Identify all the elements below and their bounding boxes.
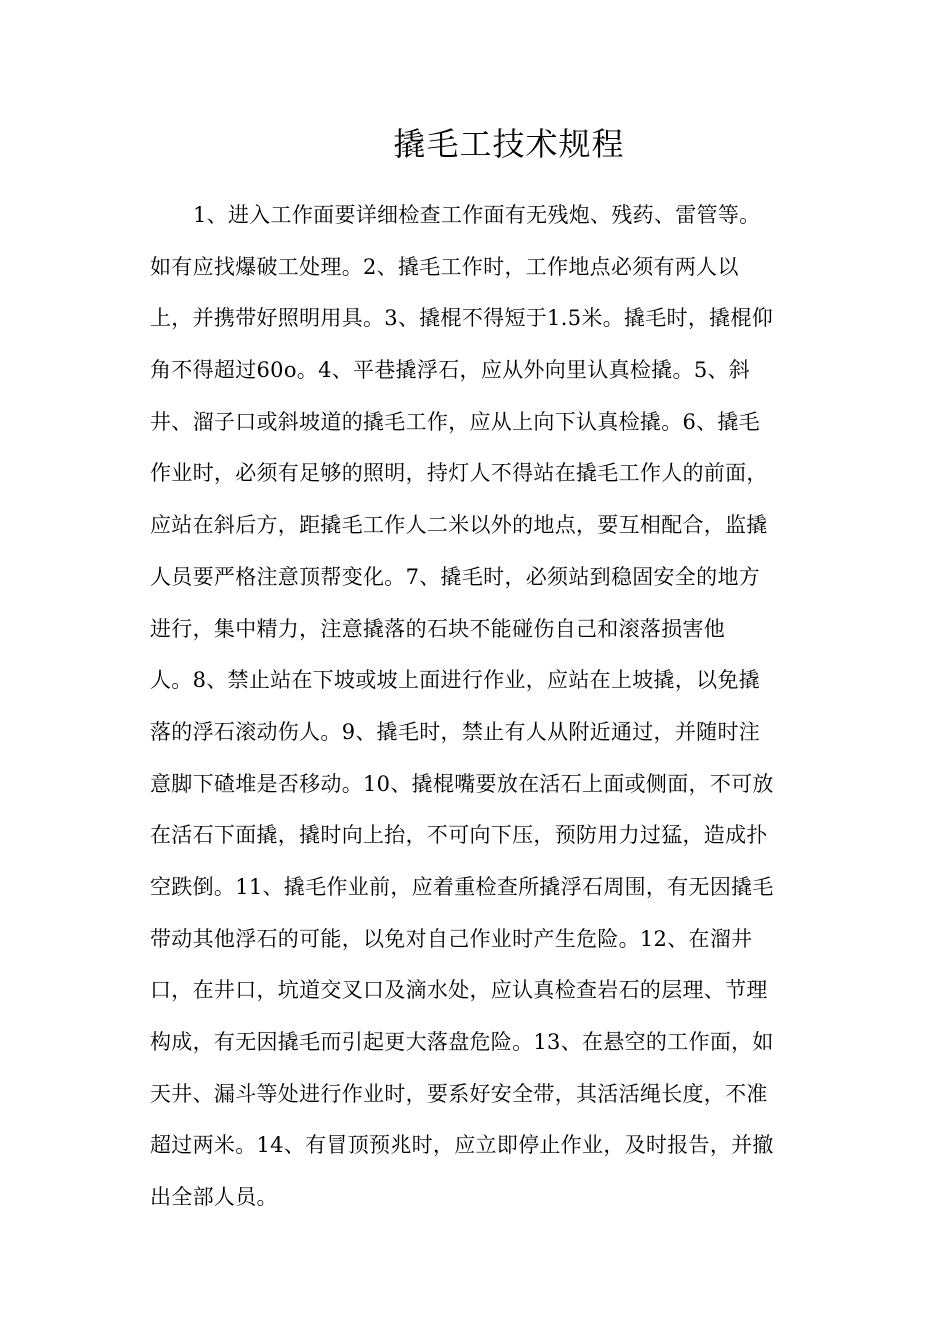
- body-line: 应站在斜后方，距撬毛工作人二米以外的地点，要互相配合，监撬: [150, 513, 768, 538]
- body-line: 落的浮石滚动伤人。9、撬毛时，禁止有人从附近通过，并随时注: [150, 719, 761, 744]
- body-line: 1、进入工作面要详细检查工作面有无残炮、残药、雷管等。: [193, 203, 761, 227]
- body-line: 带动其他浮石的可能，以免对自己作业时产生危险。12、在溜井: [150, 926, 753, 951]
- document-title: 撬毛工技术规程: [393, 125, 625, 163]
- body-line: 井、溜子口或斜坡道的撬毛工作，应从上向下认真检撬。6、撬毛: [150, 409, 761, 434]
- body-line: 天井、漏斗等处进行作业时，要系好安全带，其活活绳长度，不准: [150, 1081, 768, 1106]
- body-line: 意脚下碴堆是否移动。10、撬棍嘴要放在活石上面或侧面，不可放: [150, 771, 774, 796]
- body-line: 人员要严格注意顶帮变化。7、撬毛时，必须站到稳固安全的地方: [150, 564, 761, 589]
- body-line: 角不得超过60o。4、平巷撬浮石，应从外向里认真检撬。5、斜: [150, 358, 751, 383]
- body-line: 在活石下面撬，撬时向上抬，不可向下压，预防用力过猛，造成扑: [150, 823, 768, 848]
- body-line: 超过两米。14、有冒顶预兆时，应立即停止作业，及时报告，并撤: [150, 1133, 774, 1158]
- body-line: 口，在井口，坑道交叉口及滴水处，应认真检查岩石的层理、节理: [150, 978, 768, 1003]
- body-line: 作业时，必须有足够的照明，持灯人不得站在撬毛工作人的前面，: [150, 461, 768, 486]
- body-line: 构成，有无因撬毛而引起更大落盘危险。13、在悬空的工作面，如: [150, 1030, 774, 1054]
- document-body: [150, 190, 800, 1224]
- body-line: 人。8、禁止站在下坡或坡上面进行作业，应站在上坡撬，以免撬: [150, 668, 761, 693]
- body-line: 出全部人员。: [150, 1185, 278, 1210]
- body-line: 如有应找爆破工处理。2、撬毛工作时，工作地点必须有两人以: [150, 254, 739, 279]
- body-line: 上，并携带好照明用具。3、撬棍不得短于1.5米。撬毛时，撬棍仰: [150, 306, 774, 331]
- body-line: 进行，集中精力，注意撬落的石块不能碰伤自己和滚落损害他: [150, 616, 726, 641]
- body-line: 空跌倒。11、撬毛作业前，应着重检查所撬浮石周围，有无因撬毛: [150, 874, 774, 899]
